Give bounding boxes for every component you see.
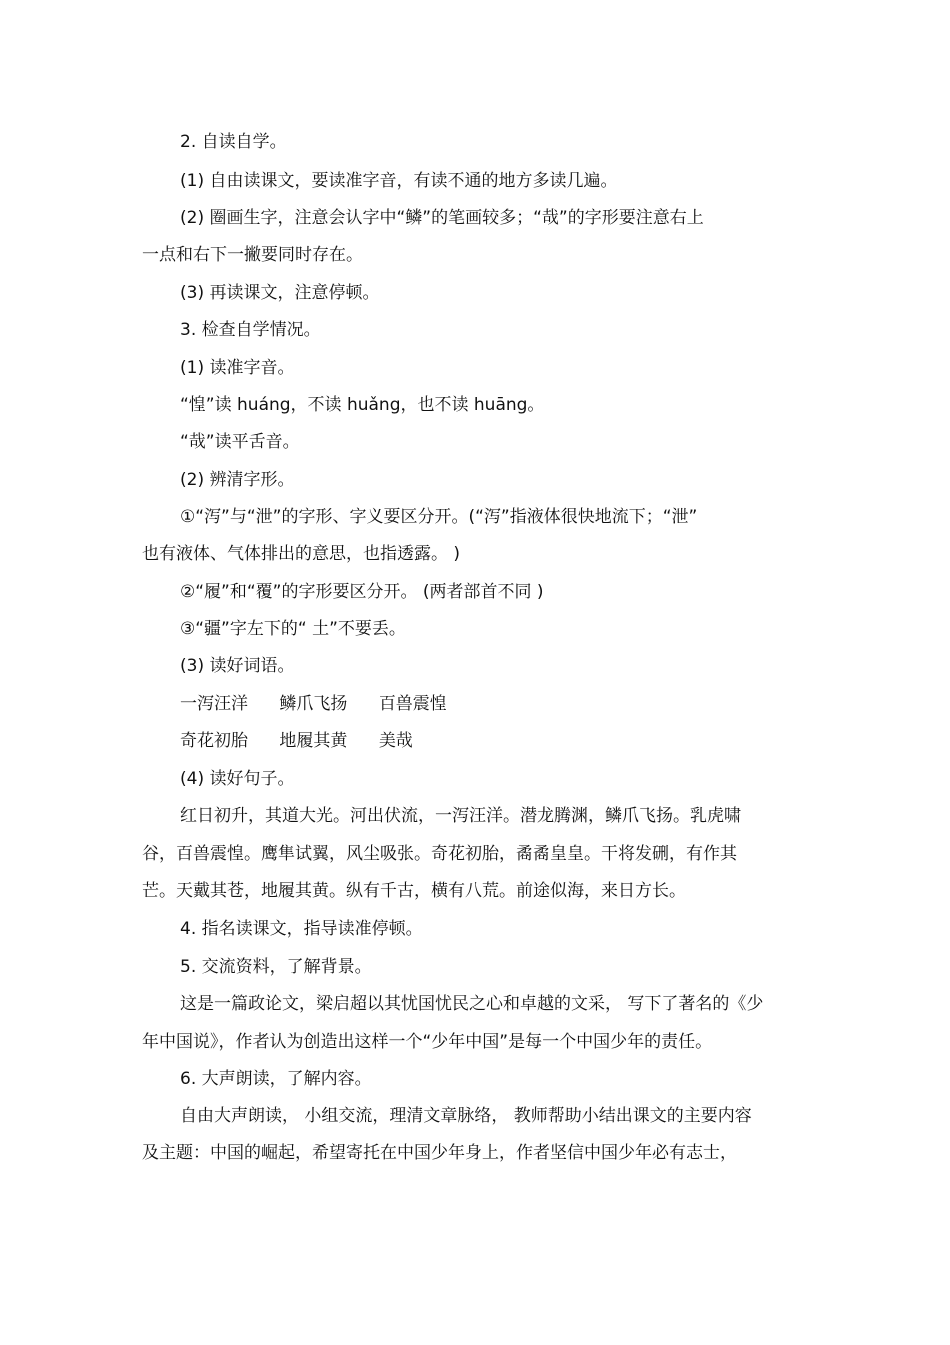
summary-paragraph-line-2: 及主题：中国的崛起，希望寄托在中国少年身上，作者坚信中国少年必有志士，	[142, 1143, 737, 1163]
pronunciation-note-huang: “惶”读 huáng，不读 huǎng，也不读 huāng。	[180, 395, 545, 415]
word-item: 奇花初胎	[180, 731, 248, 751]
passage-line-2: 谷，百兽震惶。鹰隼试翼，风尘吸张。奇花初胎，矞矞皇皇。干将发硎，有作其	[142, 844, 737, 864]
word-item: 一泻汪洋	[180, 694, 248, 714]
glyph-note-1-continued: 也有液体、气体排出的意思，也指透露。 )	[142, 544, 461, 564]
step-3-item-4: (4) 读好句子。	[180, 769, 295, 789]
step-5-heading: 5. 交流资料，了解背景。	[180, 957, 372, 977]
step-2-item-1: (1) 自由读课文，要读准字音，有读不通的地方多读几遍。	[180, 171, 618, 191]
step-2-heading: 2. 自读自学。	[180, 132, 287, 152]
step-3-item-1: (1) 读准字音。	[180, 358, 295, 378]
step-3-item-2: (2) 辨清字形。	[180, 470, 295, 490]
glyph-note-3: ③“疆”字左下的“ 土”不要丢。	[180, 619, 406, 639]
word-item: 地履其黄	[279, 731, 348, 751]
passage-line-3: 芒。天戴其苍，地履其黄。纵有千古，横有八荒。前途似海，来日方长。	[142, 881, 686, 901]
glyph-note-1: ①“泻”与“泄”的字形、字义要区分开。(“泻”指液体很快地流下；“泄”	[180, 507, 698, 527]
step-4-heading: 4. 指名读课文，指导读准停顿。	[180, 919, 423, 939]
passage-line-1: 红日初升，其道大光。河出伏流，一泻汪洋。潜龙腾渊，鳞爪飞扬。乳虎啸	[180, 806, 741, 826]
word-row-1	[180, 693, 473, 715]
step-2-item-2-continued: 一点和右下一撇要同时存在。	[142, 245, 363, 265]
step-3-item-3: (3) 读好词语。	[180, 656, 295, 676]
word-item: 鳞爪飞扬	[279, 694, 348, 714]
step-6-heading: 6. 大声朗读，了解内容。	[180, 1069, 372, 1089]
word-item: 百兽震惶	[378, 694, 447, 714]
background-paragraph-line-1: 这是一篇政论文，梁启超以其忧国忧民之心和卓越的文采， 写下了著名的《少	[180, 994, 764, 1014]
pronunciation-note-zai: “哉”读平舌音。	[180, 432, 300, 452]
background-paragraph-line-2: 年中国说》，作者认为创造出这样一个“少年中国”是每一个中国少年的责任。	[142, 1032, 713, 1052]
glyph-note-2: ②“履”和“覆”的字形要区分开。 (两者部首不同 )	[180, 582, 544, 602]
step-2-item-2: (2) 圈画生字，注意会认字中“鳞”的笔画较多；“哉”的字形要注意右上	[180, 208, 704, 228]
step-3-heading: 3. 检查自学情况。	[180, 320, 321, 340]
word-item: 美哉	[378, 731, 413, 751]
word-row-2	[180, 730, 439, 752]
step-2-item-3: (3) 再读课文，注意停顿。	[180, 283, 380, 303]
summary-paragraph-line-1: 自由大声朗读， 小组交流，理清文章脉络， 教师帮助小结出课文的主要内容	[180, 1106, 752, 1126]
